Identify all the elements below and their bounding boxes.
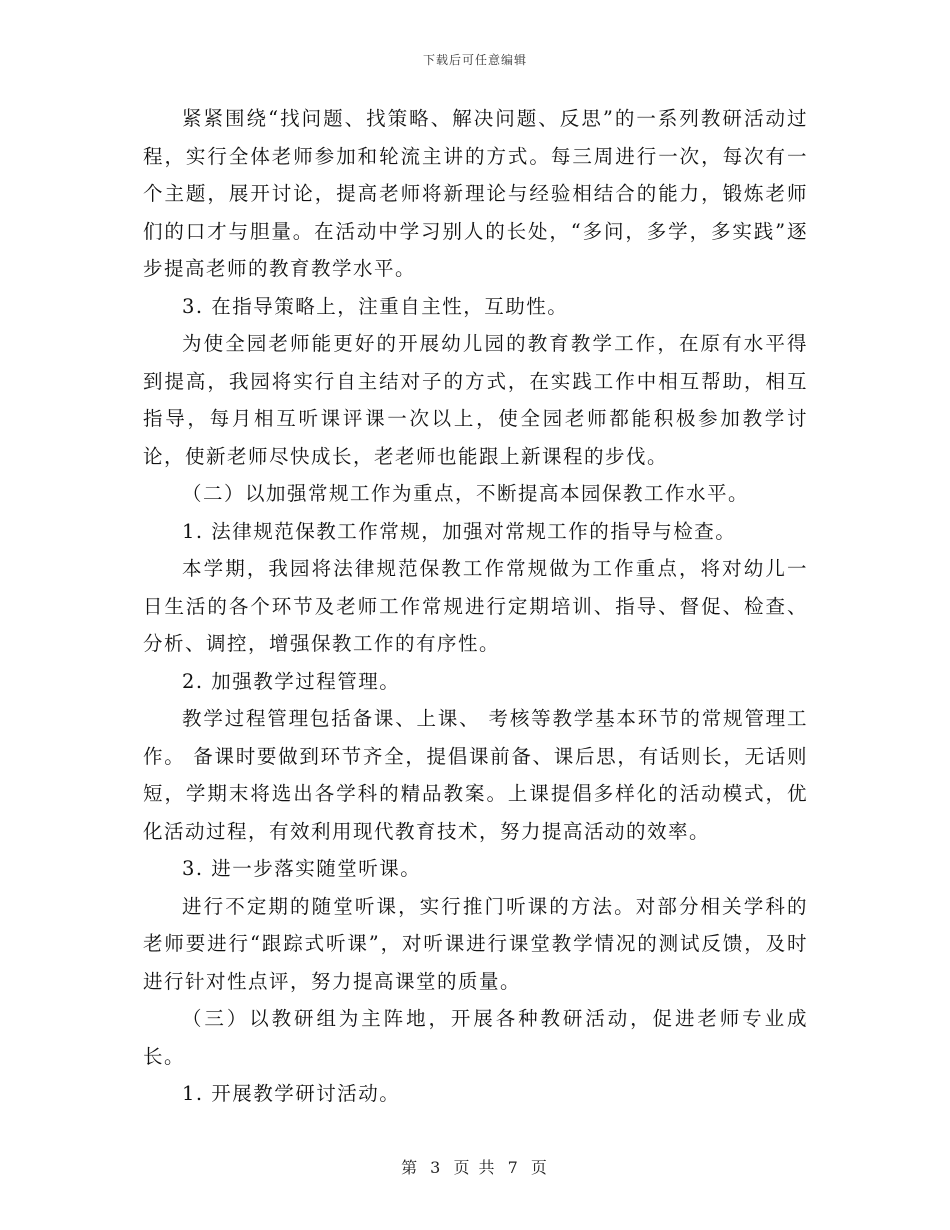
page-header: 下载后可任意编辑 [422, 53, 527, 67]
page-footer [0, 1155, 950, 1178]
total-page-count: 7 [507, 1158, 520, 1177]
subheading-class-observation: 3. 进一步落实随堂听课。 [182, 857, 422, 880]
paragraph-class-observation: 进行不定期的随堂听课，实行推门听课的方法。对部分相关学科的老师要进行“跟踪式听课”，对听课进行课堂教学情况的测试反馈，及时进行针对性点评，努力提高课堂的质量。 [143, 894, 808, 993]
section-heading-routine-work: （二）以加强常规工作为重点，不断提高本园保教工作水平。 [182, 482, 750, 505]
subheading-process-management: 2. 加强教学过程管理。 [182, 669, 401, 693]
current-page-number: 3 [430, 1158, 443, 1177]
subheading-teaching-seminar: 1. 开展教学研讨活动。 [182, 1082, 401, 1105]
subheading-guidance-strategy: 3. 在指导策略上，注重自主性，互助性。 [182, 294, 569, 318]
subheading-routine-norms: 1. 法律规范保教工作常规，加强对常规工作的指导与检查。 [182, 519, 737, 543]
document-body [143, 100, 808, 1113]
section-heading-research-group: （三）以教研组为主阵地，开展各种教研活动，促进老师专业成长。 [143, 1007, 808, 1068]
footer-suffix: 页 [530, 1158, 549, 1177]
paragraph-research-activities: 紧紧围绕“找问题、找策略、解决问题、反思”的一系列教研活动过程，实行全体老师参加和轮流主讲的方式。每三周进行一次，每次有一个主题，展开讨论，提高老师将新理论与经验相结合的能力，锻炼老师们的口才与胆量。在活动中学习别人的长处，“多问，多学，多实践”逐步提高老师的教育教学水平。 [143, 107, 808, 280]
paragraph-process-management: 教学过程管理包括备课、上课、 考核等教学基本环节的常规管理工作。 备课时要做到环节齐全，提倡课前备、课后思，有话则长，无话则短，学期末将选出各学科的精品教案。上课提倡多样化的活动模式，优化活动过程，有效利用现代教育技术，努力提高活动的效率。 [143, 707, 808, 843]
footer-middle: 页 共 [453, 1158, 497, 1177]
footer-prefix: 第 [401, 1158, 420, 1177]
paragraph-routine-norms: 本学期，我园将法律规范保教工作常规做为工作重点，将对幼儿一日生活的各个环节及老师工作常规进行定期培训、指导、督促、检查、分析、调控，增强保教工作的有序性。 [143, 557, 808, 655]
paragraph-pairing: 为使全园老师能更好的开展幼儿园的教育教学工作，在原有水平得到提高，我园将实行自主结对子的方式，在实践工作中相互帮助，相互指导，每月相互听课评课一次以上，使全园老师都能积极参加教学讨论，使新老师尽快成长，老老师也能跟上新课程的步伐。 [143, 332, 808, 468]
